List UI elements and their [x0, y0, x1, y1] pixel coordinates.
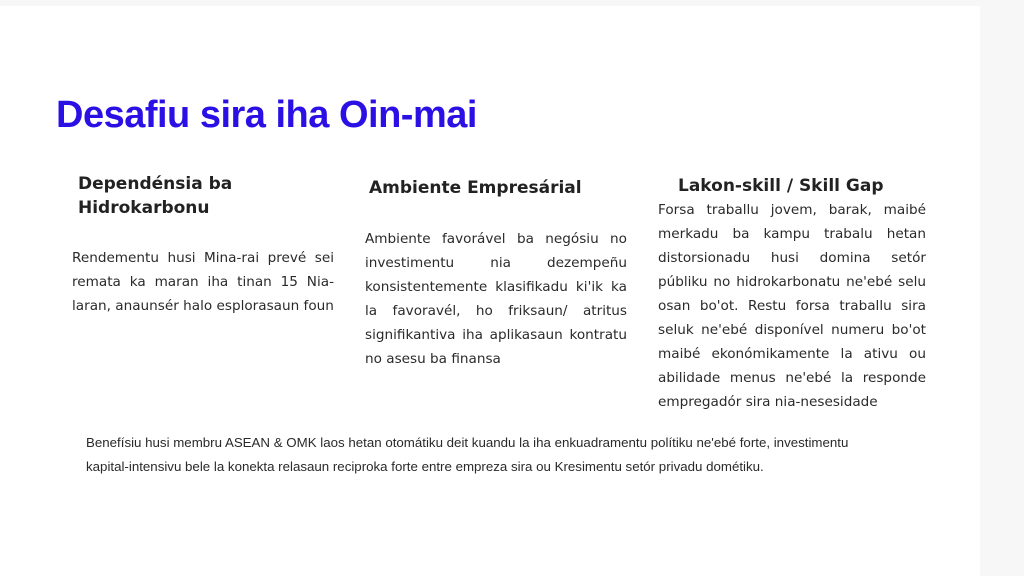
- slide: [0, 6, 980, 576]
- column-heading: Dependénsia ba Hidrokarbonu: [78, 174, 233, 218]
- challenge-column-business-environment: [365, 176, 627, 371]
- column-body: Ambiente favorável ba negósiu no investimentu nia dezempeñu konsistentemente klasifikadu ki'ik ka la favoravél, ho friksaun/ atritus signifikantiva iha aplikasaun kontratu no asesu ba finansa: [365, 231, 627, 367]
- slide-title: Desafiu sira iha Oin-mai: [56, 94, 477, 136]
- challenge-column-hydrocarbon: [72, 172, 334, 318]
- column-body: Rendementu husi Mina-rai prevé sei remata ka maran iha tinan 15 Nia-laran, anaunsér halo esplorasaun foun: [72, 250, 334, 314]
- column-heading: Ambiente Empresárial: [369, 178, 582, 198]
- column-heading: Lakon-skill / Skill Gap: [678, 176, 884, 196]
- column-body: Forsa traballu jovem, barak, maibé merkadu ba kampu trabalu hetan distorsionadu husi domina setór públiku no hidrokarbonatu ne'ebé selu osan bo'ot. Restu forsa traballu sira seluk ne'ebé disponível numeru bo'ot maibé ekonómikamente la ativu ou abilidade menus ne'ebé la responde empregadór sira nia-nesesidade: [658, 202, 926, 410]
- footer-note: Benefísiu husi membru ASEAN & OMK laos hetan otomátiku deit kuandu la iha enkuadramentu polítiku ne'ebé forte, investimentu kapital-intensivu bele la konekta relasaun reciproka forte entre empreza sira ou Kresimentu setór privadu dométiku.: [86, 435, 849, 474]
- challenge-column-skill-gap: [658, 174, 926, 414]
